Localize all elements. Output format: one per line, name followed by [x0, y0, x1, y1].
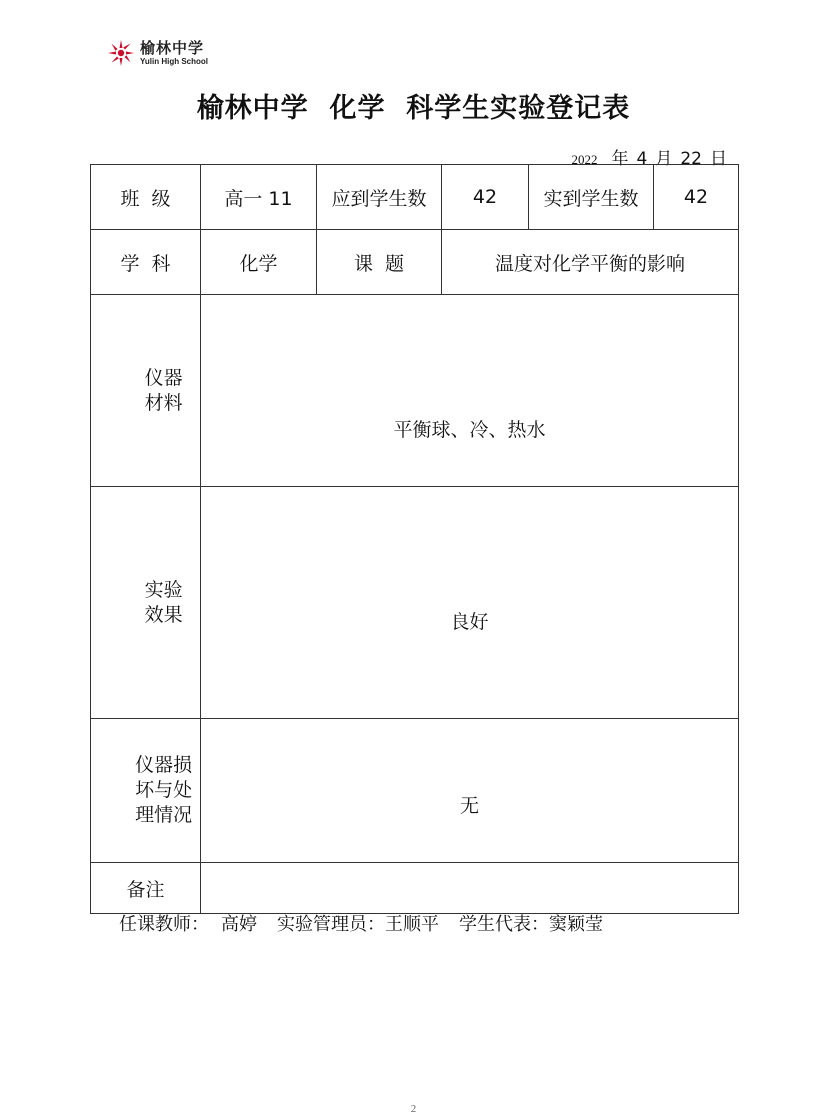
materials-label-line: 仪器	[144, 366, 183, 389]
teacher-name: 高婷	[221, 914, 257, 935]
effect-label-line: 实验	[144, 578, 183, 601]
damage-label	[91, 719, 201, 863]
effect-cell	[201, 487, 739, 719]
expected-students-label: 应到学生数	[317, 165, 442, 230]
remark-value	[201, 863, 739, 914]
actual-students-label: 实到学生数	[529, 165, 654, 230]
damage-label-line: 理情况	[135, 804, 193, 826]
logo-name-en: Yulin High School	[140, 56, 208, 66]
materials-label	[91, 295, 201, 487]
table-row	[91, 719, 739, 863]
table-row	[91, 487, 739, 719]
table-row	[91, 295, 739, 487]
table-row	[91, 165, 739, 230]
registration-table	[90, 164, 739, 914]
student-rep-name: 窦颖莹	[549, 914, 603, 935]
damage-label-line: 仪器损	[135, 754, 193, 776]
signature-line	[119, 910, 603, 936]
table-row	[91, 863, 739, 914]
effect-label	[91, 487, 201, 719]
teacher-label: 任课教师：	[119, 914, 209, 935]
actual-students-value: 42	[654, 165, 739, 230]
damage-cell	[201, 719, 739, 863]
materials-value: 平衡球、冷、热水	[393, 419, 546, 441]
manager-label: 实验管理员：	[277, 914, 385, 935]
date-month-unit: 月	[655, 149, 673, 169]
damage-value: 无	[459, 795, 479, 817]
date-day: 22	[680, 149, 702, 169]
page-number: 2	[410, 1103, 417, 1115]
expected-students-value: 42	[442, 165, 529, 230]
subject-label: 学 科	[91, 230, 201, 295]
class-value: 高一 11	[201, 165, 317, 230]
class-label: 班 级	[91, 165, 201, 230]
remark-label: 备注	[91, 863, 201, 914]
date-year-unit: 年	[611, 149, 629, 169]
damage-label-line: 坏与处	[135, 779, 193, 801]
date-day-unit: 日	[710, 149, 727, 169]
school-logo	[106, 37, 208, 69]
effect-value: 良好	[450, 611, 489, 633]
logo-name-cn: 榆林中学	[140, 38, 205, 57]
date-month: 4	[636, 149, 648, 169]
topic-value: 温度对化学平衡的影响	[442, 230, 739, 295]
effect-label-line: 效果	[144, 603, 183, 626]
materials-cell	[201, 295, 739, 487]
topic-label: 课 题	[317, 230, 442, 295]
page-title: 榆林中学 化学 科学生实验登记表	[196, 93, 631, 124]
student-rep-label: 学生代表：	[459, 914, 549, 935]
manager-name: 王顺平	[385, 914, 439, 935]
table-row	[91, 230, 739, 295]
date-year: 2022	[571, 152, 598, 167]
school-emblem-icon	[106, 38, 136, 68]
subject-value: 化学	[201, 230, 317, 295]
materials-label-line: 材料	[144, 391, 183, 414]
